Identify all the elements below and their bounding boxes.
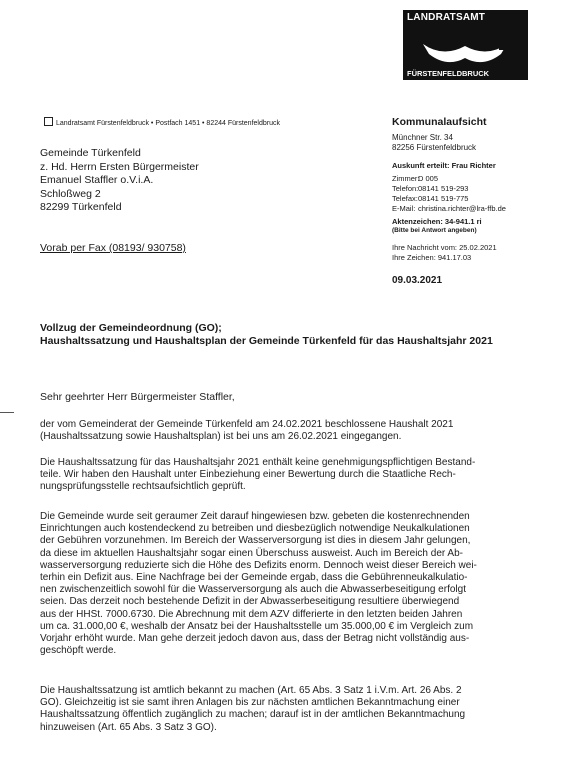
- landratsamt-logo: [403, 10, 528, 80]
- text-line: terhin ein Defizit aus. Eine Nachfrage bei der Gemeinde ergab, dass die Gebührenneukalkulatio-: [40, 572, 468, 584]
- telefon-row: [392, 184, 572, 194]
- zimmer-label: Zimmer:: [392, 174, 420, 183]
- text-line: Einrichtungen auch kostendeckend zu betreiben und diesbezüglich notwendige Neukalkulationen: [40, 523, 470, 535]
- recipient-line: 82299 Türkenfeld: [40, 201, 122, 213]
- recipient-address: [40, 147, 199, 215]
- aktenzeichen: Aktenzeichen: 34-941.1 ri: [392, 217, 482, 226]
- text-line: nen zwischenzeitlich sowohl für die Wasserversorgung als auch die Abwasserbeseitigung erfolgt: [40, 584, 466, 596]
- text-line: der vom Gemeinderat der Gemeinde Türkenfeld am 24.02.2021 beschlossene Haushalt 2021: [40, 419, 454, 430]
- telefon-label: Telefon:: [392, 184, 419, 193]
- text-line: da diese im aktuellen Haushaltsjahr sogar einen Überschuss ausweist. Auch im Bereich der Ab-: [40, 547, 463, 559]
- email-row: [392, 204, 572, 214]
- department-name: Kommunalaufsicht: [392, 116, 487, 128]
- salutation: Sehr geehrter Herr Bürgermeister Staffler,: [40, 391, 235, 403]
- letter-date: 09.03.2021: [392, 275, 443, 286]
- department-street: Münchner Str. 34: [392, 133, 453, 142]
- text-line: aus der HHSt. 7000.6730. Die Abrechnung mit dem AZV differierte in den letzten beiden Jahren: [40, 608, 463, 620]
- email-label: E-Mail:: [392, 204, 416, 213]
- telefax-label: Telefax:: [392, 194, 418, 203]
- text-line: hinzuweisen (Art. 65 Abs. 3 Satz 3 GO).: [40, 721, 217, 733]
- text-line: um ca. 31.000,00 €, weshalb der Ansatz bei der Haushaltsstelle um 35.000,00 € im Vergleich zum: [40, 620, 474, 632]
- text-line: wasserversorgung reduzierte sich die Höhe des Defizits enorm. Dennoch weist dieser Bereich wei-: [40, 559, 477, 571]
- telefax-value: 08141 519-775: [418, 194, 469, 203]
- text-line: der Gebühren vorzunehmen. Im Bereich der Wasserversorgung ist dies in diesem Jahr gelungen,: [40, 535, 471, 547]
- subject-line-2: Haushaltssatzung und Haushaltsplan der Gemeinde Türkenfeld für das Haushaltsjahr 2021: [40, 335, 493, 347]
- text-line: (Haushaltssatzung sowie Haushaltsplan) ist bei uns am 26.02.2021 eingegangen.: [40, 431, 402, 443]
- text-line: Vorjahr erhöht wurde. Man gehe derzeit jedoch davon aus, dass der Betrag nicht vollständig aus-: [40, 633, 470, 645]
- text-line: nungsprüfungsstelle rechtsaufsichtlich geprüft.: [40, 481, 246, 493]
- recipient-line: Emanuel Staffler o.V.i.A.: [40, 174, 154, 186]
- subject: [40, 322, 493, 348]
- fold-mark: [0, 412, 14, 413]
- paragraph-1: [40, 419, 453, 443]
- department-block: [392, 116, 572, 286]
- text-line: teile. Wir haben den Haushalt unter Einbeziehung einer Bewertung durch die Staatliche Rech-: [40, 469, 456, 481]
- department-city: 82256 Fürstenfeldbruck: [392, 143, 477, 152]
- zimmer-value: D 005: [418, 174, 439, 183]
- email-value[interactable]: christina.richter@lra-ffb.de: [418, 204, 506, 213]
- text-line: seien. Das derzeit noch bestehende Defizit in der Abwasserbeseitigung resultiere überwiegend: [40, 596, 460, 608]
- sender-return-line: [44, 117, 280, 127]
- auskunft: Auskunft erteilt: Frau Richter: [392, 161, 496, 170]
- zimmer-row: [392, 174, 572, 184]
- text-line: Die Haushaltssatzung ist amtlich bekannt zu machen (Art. 65 Abs. 3 Satz 1 i.V.m. Art. 26 Abs. 2: [40, 685, 462, 696]
- small-emblem-icon: [44, 117, 53, 126]
- text-line: GO). Gleichzeitig ist sie samt ihren Anlagen bis zur nächsten amtlichen Bekanntmachung einer: [40, 697, 460, 709]
- text-line: Haushaltssatzung öffentlich zugänglich zu machen; darauf ist in der amtlichen Bekanntmachung: [40, 709, 466, 721]
- aktenzeichen-note: (Bitte bei Antwort angeben): [392, 227, 477, 234]
- recipient-line: Gemeinde Türkenfeld: [40, 147, 141, 159]
- sender-address: Landratsamt Fürstenfeldbruck • Postfach 1451 • 82244 Fürstenfeldbruck: [56, 120, 280, 127]
- ihre-nachricht: Ihre Nachricht vom: 25.02.2021: [392, 243, 497, 252]
- recipient-line: z. Hd. Herrn Ersten Bürgermeister: [40, 160, 199, 173]
- subject-line-1: Vollzug der Gemeindeordnung (GO);: [40, 322, 222, 334]
- telefax-row: [392, 194, 572, 204]
- ihre-zeichen: Ihre Zeichen: 941.17.03: [392, 253, 472, 262]
- text-line: Die Gemeinde wurde seit geraumer Zeit darauf hingewiesen bzw. gebeten die kostenrechnenden: [40, 511, 470, 522]
- fax-note: Vorab per Fax (08193/ 930758): [40, 242, 186, 254]
- paragraph-2: [40, 457, 475, 494]
- logo-line-2: FÜRSTENFELDBRUCK: [407, 69, 490, 78]
- telefon-value: 08141 519-293: [418, 184, 469, 193]
- text-line: geschöpft werde.: [40, 645, 117, 657]
- logo-line-1: LANDRATSAMT: [407, 12, 486, 23]
- recipient-line: Schloßweg 2: [40, 187, 101, 200]
- paragraph-3: [40, 511, 477, 657]
- paragraph-4: [40, 685, 465, 734]
- text-line: Die Haushaltssatzung für das Haushaltsjahr 2021 enthält keine genehmigungspflichtigen Bestand-: [40, 457, 476, 468]
